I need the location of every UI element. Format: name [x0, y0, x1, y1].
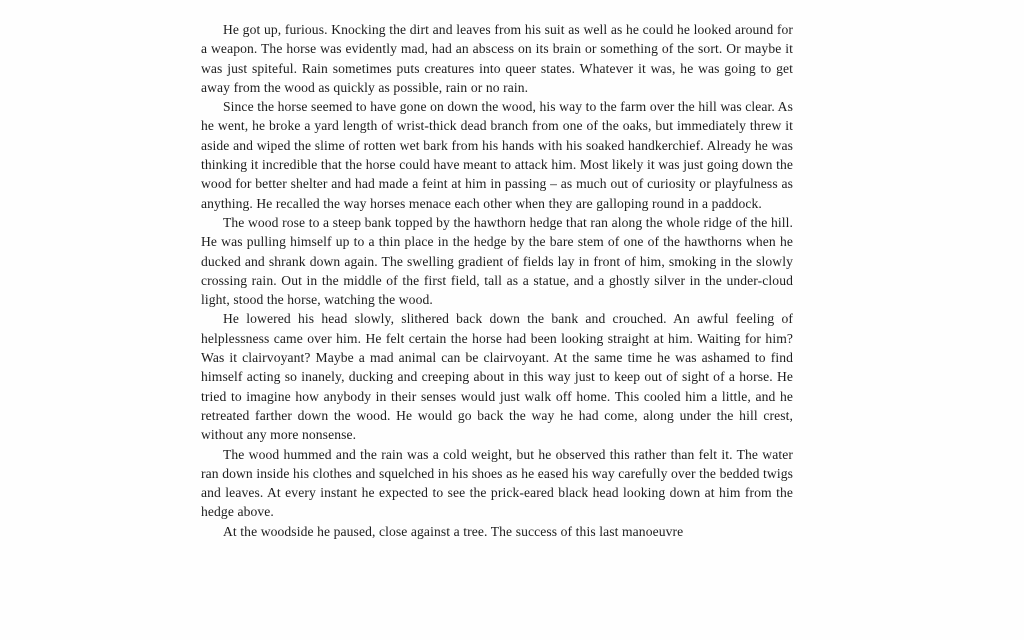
paragraph-3: The wood rose to a steep bank topped by the hawthorn hedge that ran along the whole ridge of the hill. He was pulling himself up to a thin place in the hedge by the bare stem of one of the hawthorns when he ducked and shrank down again. The swelling gradient of fields lay in front of him, smoking in the slowly crossing rain. Out in the middle of the first field, tall as a statue, and a ghostly silver in the under-cloud light, stood the horse, watching the wood. [201, 214, 793, 308]
paragraph-4: He lowered his head slowly, slithered back down the bank and crouched. An awful feeling of helplessness came over him. He felt certain the horse had been looking straight at him. Waiting for him? Was it clairvoyant? Maybe a mad animal can be clairvoyant. At the same time he was ashamed to find himself acting so inanely, ducking and creeping about in this way just to keep out of sight of a horse. He tried to imagine how anybody in their senses would just walk off home. This cooled him a little, and he retreated farther down the wood. He would go back the way he had come, along under the hill crest, without any more nonsense. [201, 311, 793, 443]
paragraph-1: He got up, furious. Knocking the dirt and leaves from his suit as well as he could he looked around for a weapon. The horse was evidently mad, had an abscess on its brain or something of the sort. Or maybe it was just spiteful. Rain sometimes puts creatures into queer states. Whatever it was, he was going to get away from the wood as quickly as possible, rain or no rain. [201, 22, 793, 95]
paragraph-5: The wood hummed and the rain was a cold weight, but he observed this rather than felt it. The water ran down inside his clothes and squelched in his shoes as he eased his way carefully over the bedded twigs and leaves. At every instant he expected to see the prick-eared black head looking down at him from the hedge above. [201, 446, 793, 520]
paragraph-6: At the woodside he paused, close against a tree. The success of this last manoeuvre [223, 523, 684, 539]
body-text [201, 20, 793, 541]
paragraph-2: Since the horse seemed to have gone on down the wood, his way to the farm over the hill was clear. As he went, he broke a yard length of wrist-thick dead branch from one of the oaks, but immediately threw it aside and wiped the slime of rotten wet bark from his hands with his soaked handkerchief. Already he was thinking it incredible that the horse could have meant to attack him. Most likely it was just going down the wood for better shelter and had made a feint at him in passing – as much out of curiosity or playfulness as anything. He recalled the way horses menace each other when they are galloping round in a paddock. [201, 99, 793, 211]
